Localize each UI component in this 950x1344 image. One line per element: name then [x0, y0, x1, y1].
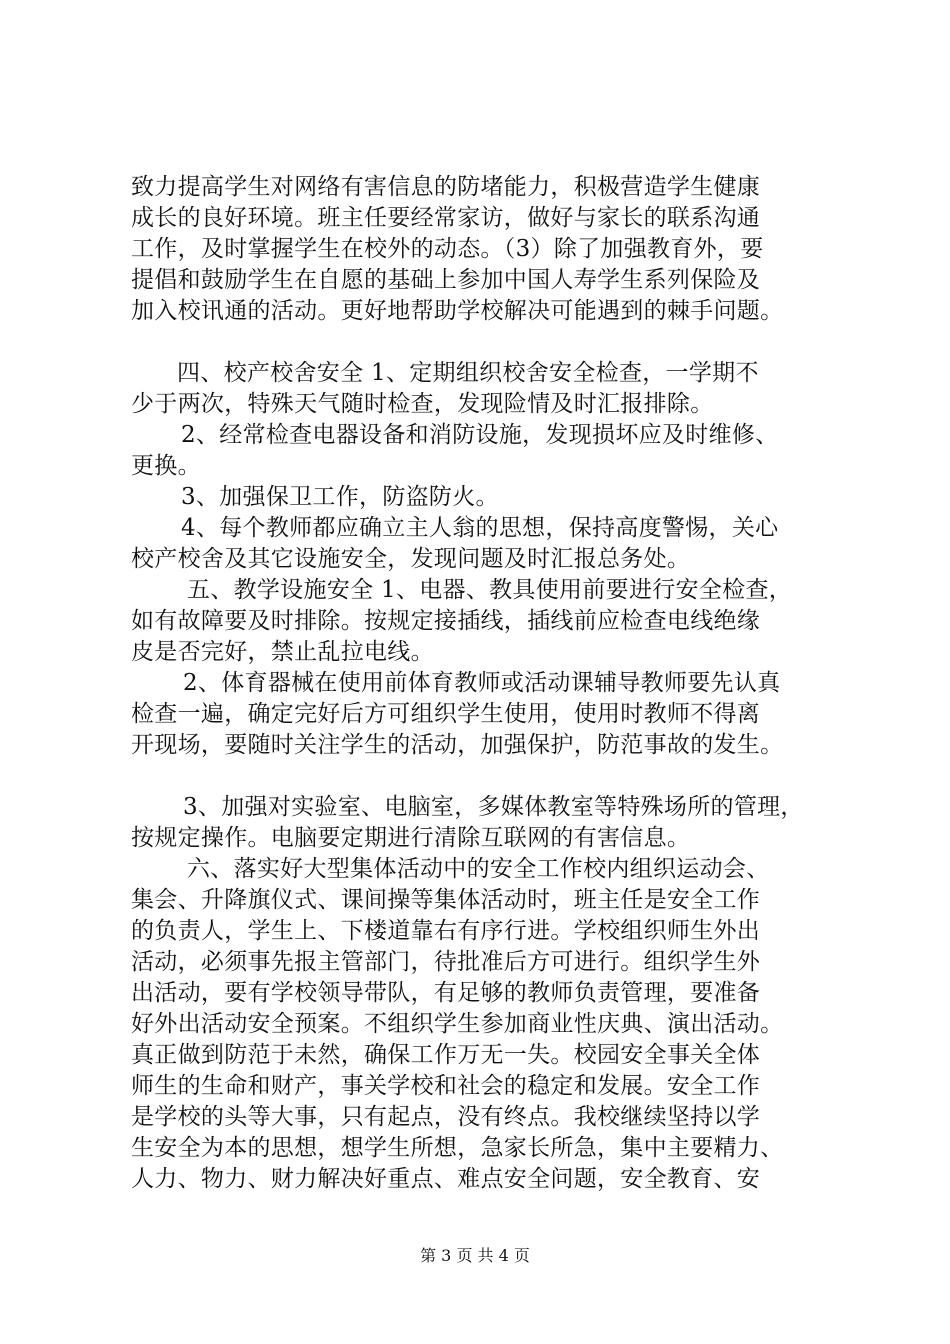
- page-number-label: 第 3 页 共 4 页: [420, 1246, 530, 1265]
- text-line: 成长的良好环境。班主任要经常家访，做好与家长的联系沟通: [131, 205, 761, 231]
- text-line: 致力提高学生对网络有害信息的防堵能力，积极营造学生健康: [131, 174, 761, 200]
- text-line: 的负责人，学生上、下楼道靠右有序行进。学校组织师生外出: [131, 918, 761, 944]
- text-line: 是学校的头等大事，只有起点，没有终点。我校继续坚持以学: [131, 1104, 761, 1130]
- text-line: 3、加强保卫工作，防盗防火。: [181, 484, 499, 510]
- section-heading-line: 五、教学设施安全 1、电器、教具使用前要进行安全检查，: [187, 577, 793, 603]
- body-text: [131, 172, 831, 1195]
- text-line: 工作，及时掌握学生在校外的动态。（3）除了加强教育外，要: [131, 236, 764, 262]
- text-line: 校产校舍及其它设施安全，发现问题及时汇报总务处。: [131, 546, 691, 572]
- text-line: 皮是否完好，禁止乱拉电线。: [131, 639, 434, 665]
- section-heading-line: 六、落实好大型集体活动中的安全工作校内组织运动会、: [187, 856, 770, 882]
- text-line: 3、加强对实验室、电脑室，多媒体教室等特殊场所的管理，: [183, 794, 804, 820]
- page-footer: [0, 1246, 950, 1266]
- text-line: 真正做到防范于未然，确保工作万无一失。校园安全事关全体: [131, 1042, 761, 1068]
- text-line: 师生的生命和财产，事关学校和社会的稳定和发展。安全工作: [131, 1073, 761, 1099]
- text-line: 集会、升降旗仪式、课间操等集体活动时，班主任是安全工作: [131, 887, 761, 913]
- text-line: 检查一遍，确定完好后方可组织学生使用，使用时教师不得离: [131, 701, 761, 727]
- text-line: 按规定操作。电脑要定期进行清除互联网的有害信息。: [131, 825, 691, 851]
- text-line: 提倡和鼓励学生在自愿的基础上参加中国人寿学生系列保险及: [131, 267, 761, 293]
- text-line: 2、体育器械在使用前体育教师或活动课辅导教师要先认真: [183, 670, 781, 696]
- text-line: 生安全为本的思想，想学生所想，急家长所急，集中主要精力、: [131, 1135, 784, 1161]
- text-line: 好外出活动安全预案。不组织学生参加商业性庆典、演出活动。: [131, 1011, 784, 1037]
- text-line: 2、经常检查电器设备和消防设施，发现损坏应及时维修、: [181, 422, 779, 448]
- text-line: 如有故障要及时排除。按规定接插线，插线前应检查电线绝缘: [131, 608, 761, 634]
- text-line: 4、每个教师都应确立主人翁的思想，保持高度警惕，关心: [181, 515, 779, 541]
- text-line: 活动，必须事先报主管部门，待批准后方可进行。组织学生外: [131, 949, 761, 975]
- text-line: 更换。: [131, 453, 201, 479]
- text-line: 加入校讯通的活动。更好地帮助学校解决可能遇到的棘手问题。: [131, 298, 784, 324]
- text-line: 出活动，要有学校领导带队，有足够的教师负责管理，要准备: [131, 980, 761, 1006]
- text-line: 少于两次，特殊天气随时检查，发现险情及时汇报排除。: [131, 391, 714, 417]
- blank-line: [131, 761, 831, 792]
- text-line: 开现场，要随时关注学生的活动，加强保护，防范事故的发生。: [131, 732, 784, 758]
- blank-line: [131, 327, 831, 358]
- text-line: 人力、物力、财力解决好重点、难点安全问题，安全教育、安: [131, 1166, 761, 1192]
- section-heading-line: 四、校产校舍安全 1、定期组织校舍安全检查，一学期不: [177, 360, 759, 386]
